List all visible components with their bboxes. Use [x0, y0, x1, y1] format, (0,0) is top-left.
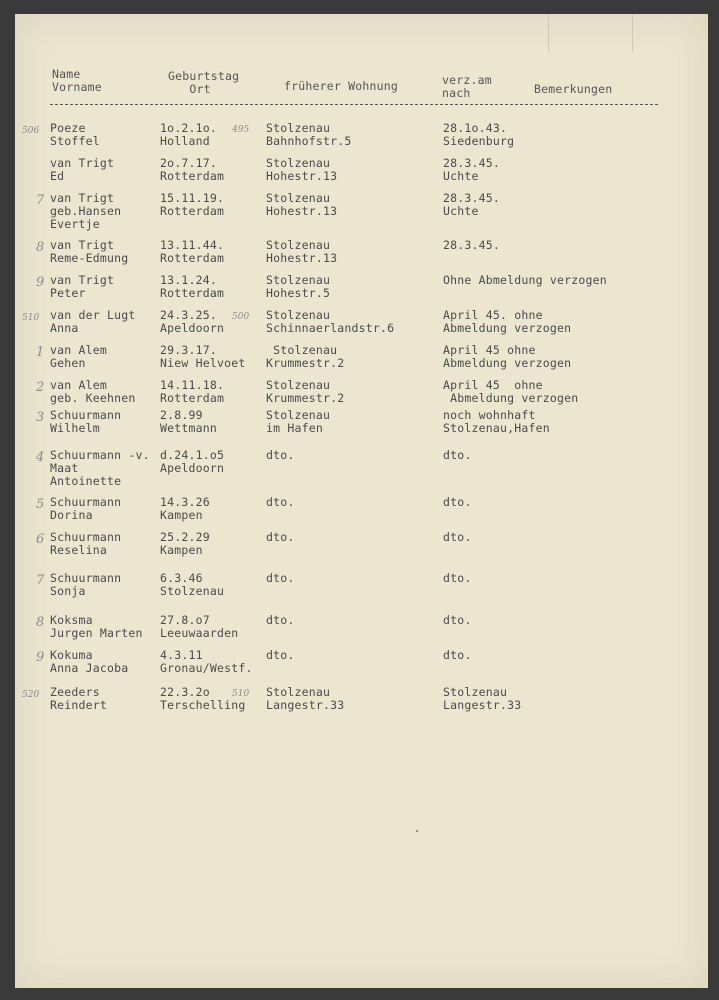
handwritten-number: 495 — [232, 125, 250, 135]
record-address: Stolzenau Hohestr.13 — [266, 238, 338, 265]
record-address: Stolzenau Hohestr.13 — [266, 156, 338, 183]
record-address: dto. — [266, 648, 295, 662]
record-address: dto. — [266, 613, 295, 627]
handwritten-number: 8 — [36, 240, 45, 255]
record-address: Stolzenau Bahnhofstr.5 — [266, 121, 352, 148]
record-address: Stolzenau Langestr.33 — [266, 685, 345, 712]
header-remarks: Bemerkungen — [534, 82, 613, 96]
handwritten-number: 510 — [232, 689, 250, 699]
record-name: Schuurmann Reselina — [50, 530, 122, 557]
record-address: Stolzenau im Hafen — [266, 408, 331, 435]
record-moved: noch wohnhaft Stolzenau,Hafen — [443, 408, 550, 435]
record-birth: 4.3.11 Gronau/Westf. — [160, 648, 253, 675]
record-moved: dto. — [443, 495, 472, 509]
record-name: Schuurmann Sonja — [50, 571, 122, 598]
record-birth: 2o.7.17. Rotterdam — [160, 156, 225, 183]
record-address: Stolzenau Hohestr.13 — [266, 191, 338, 218]
record-name: Koksma Jurgen Marten — [50, 613, 143, 640]
handwritten-number: 7 — [36, 573, 45, 588]
record-name: Zeeders Reindert — [50, 685, 107, 712]
record-address: dto. — [266, 448, 295, 462]
record-moved: April 45 ohne Abmeldung verzogen — [443, 343, 572, 370]
record-birth: 14.3.26 Kampen — [160, 495, 210, 522]
header-divider — [50, 104, 658, 105]
record-name: van Alem Gehen — [50, 343, 107, 370]
handwritten-number: 4 — [36, 450, 45, 465]
record-address: dto. — [266, 495, 295, 509]
handwritten-number: 6 — [36, 532, 45, 547]
header-moved: verz.am nach — [442, 73, 492, 100]
record-name: Schuurmann Wilhelm — [50, 408, 122, 435]
record-moved: 28.3.45. — [443, 238, 500, 252]
record-address: Stolzenau Krummestr.2 — [266, 378, 345, 405]
record-birth: 24.3.25. Apeldoorn — [160, 308, 225, 335]
record-name: van Trigt geb.Hansen Evertje — [50, 191, 122, 231]
paper-crease — [632, 14, 633, 52]
record-moved: dto. — [443, 613, 472, 627]
record-birth: 22.3.2o Terschelling — [160, 685, 246, 712]
record-birth: 13.1.24. Rotterdam — [160, 273, 225, 300]
handwritten-number: 7 — [36, 193, 45, 208]
record-name: van Trigt Ed — [50, 156, 115, 183]
record-birth: 13.11.44. Rotterdam — [160, 238, 225, 265]
record-birth: 27.8.o7 Leeuwaarden — [160, 613, 239, 640]
handwritten-number: 8 — [36, 615, 45, 630]
paper-crease — [548, 14, 549, 52]
record-name: Schuurmann Dorina — [50, 495, 122, 522]
header-address: früherer Wohnung — [284, 79, 398, 93]
record-address: dto. — [266, 530, 295, 544]
record-name: Poeze Stoffel — [50, 121, 100, 148]
handwritten-number: 500 — [232, 312, 250, 322]
record-birth: 2.8.99 Wettmann — [160, 408, 217, 435]
handwritten-number: 510 — [22, 313, 40, 323]
record-name: van Trigt Reme-Edmung — [50, 238, 129, 265]
record-birth: 15.11.19. Rotterdam — [160, 191, 225, 218]
record-moved: 28.3.45. Uchte — [443, 156, 500, 183]
handwritten-number: 3 — [36, 410, 45, 425]
record-moved: dto. — [443, 530, 472, 544]
handwritten-number: 9 — [36, 650, 45, 665]
handwritten-number: 520 — [22, 690, 40, 700]
record-address: dto. — [266, 571, 295, 585]
header-birth: Geburtstag Ort — [168, 69, 240, 96]
record-birth: 25.2.29 Kampen — [160, 530, 210, 557]
record-name: Kokuma Anna Jacoba — [50, 648, 129, 675]
handwritten-number: 1 — [36, 345, 45, 360]
record-moved: April 45 ohne Abmeldung verzogen — [443, 378, 579, 405]
handwritten-number: 506 — [22, 126, 40, 136]
handwritten-number: 9 — [36, 275, 45, 290]
paper-speck — [416, 830, 418, 832]
record-address: Stolzenau Krummestr.2 — [266, 343, 345, 370]
handwritten-number: 5 — [36, 497, 45, 512]
record-moved: Ohne Abmeldung verzogen — [443, 273, 607, 287]
record-name: Schuurmann -v. Maat Antoinette — [50, 448, 150, 488]
handwritten-number: 2 — [36, 380, 45, 395]
record-name: van der Lugt Anna — [50, 308, 136, 335]
record-birth: 14.11.18. Rotterdam — [160, 378, 225, 405]
record-moved: April 45. ohne Abmeldung verzogen — [443, 308, 572, 335]
record-birth: d.24.1.o5 Apeldoorn — [160, 448, 225, 475]
record-name: van Trigt Peter — [50, 273, 115, 300]
record-address: Stolzenau Schinnaerlandstr.6 — [266, 308, 395, 335]
record-address: Stolzenau Hohestr.5 — [266, 273, 331, 300]
header-name: Name Vorname — [52, 67, 102, 94]
record-moved: Stolzenau Langestr.33 — [443, 685, 522, 712]
record-moved: dto. — [443, 571, 472, 585]
record-moved: dto. — [443, 448, 472, 462]
record-birth: 29.3.17. Niew Helvoet — [160, 343, 246, 370]
record-moved: dto. — [443, 648, 472, 662]
record-birth: 6.3.46 Stolzenau — [160, 571, 225, 598]
record-moved: 28.1o.43. Siedenburg — [443, 121, 515, 148]
record-moved: 28.3.45. Uchte — [443, 191, 500, 218]
record-name: van Alem geb. Keehnen — [50, 378, 136, 405]
record-birth: 1o.2.1o. Holland — [160, 121, 217, 148]
